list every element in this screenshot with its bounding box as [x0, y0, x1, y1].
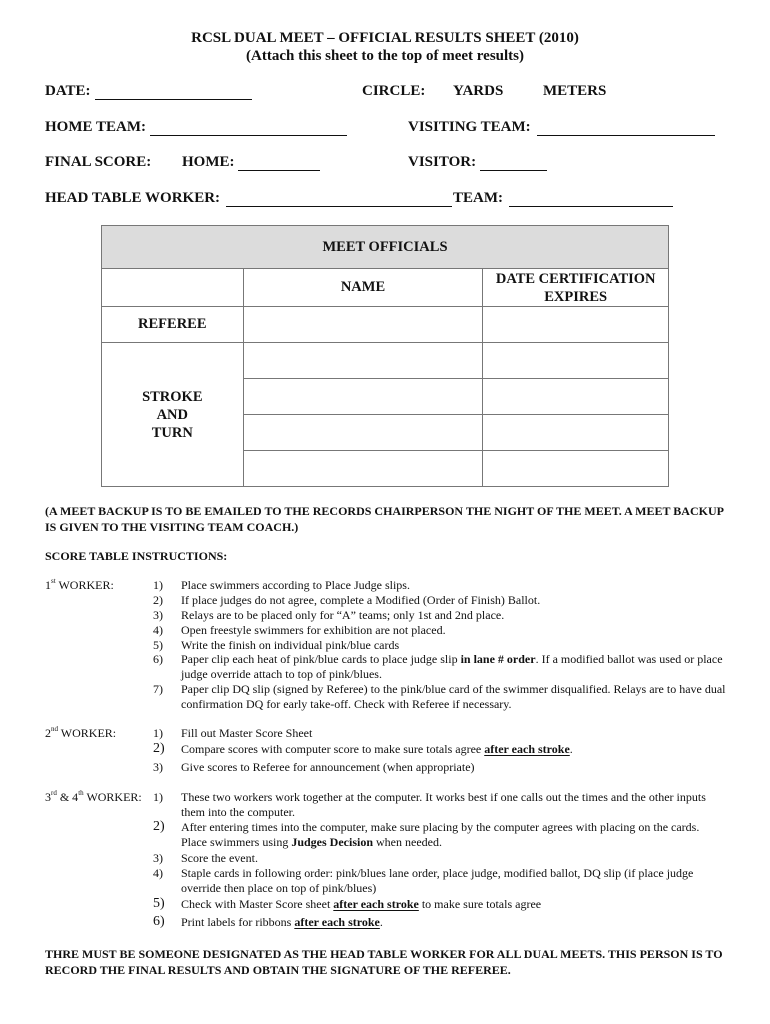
stroke-and-turn-label — [102, 343, 244, 487]
yards-option[interactable]: YARDS — [453, 83, 504, 99]
expires-column-header: DATE CERTIFICATION EXPIRES — [483, 269, 669, 307]
circle-label: CIRCLE: — [362, 83, 426, 99]
turn-word: TURN — [151, 424, 193, 441]
name-column-header: NAME — [243, 269, 483, 307]
empty-corner — [102, 269, 244, 307]
stroke-word: STROKE — [142, 388, 203, 405]
home-score-label: HOME: — [182, 154, 235, 170]
referee-label: REFEREE — [102, 307, 244, 343]
stroke-turn-name-4[interactable] — [243, 451, 483, 487]
team-label: TEAM: — [453, 190, 503, 206]
meters-option[interactable]: METERS — [543, 83, 607, 99]
team-field[interactable] — [509, 206, 673, 207]
referee-expires-cell[interactable] — [483, 307, 669, 343]
stroke-turn-expires-3[interactable] — [483, 415, 669, 451]
worker-1-label: 1st WORKER: — [45, 577, 114, 592]
meet-officials-table — [101, 225, 669, 487]
stroke-turn-expires-4[interactable] — [483, 451, 669, 487]
home-score-field[interactable] — [238, 170, 320, 171]
home-team-label: HOME TEAM: — [45, 119, 146, 135]
head-table-worker-field[interactable] — [226, 206, 452, 207]
stroke-turn-name-2[interactable] — [243, 379, 483, 415]
visitor-score-label: VISITOR: — [408, 154, 477, 170]
stroke-turn-name-1[interactable] — [243, 343, 483, 379]
head-table-worker-label: HEAD TABLE WORKER: — [45, 190, 221, 206]
and-word: AND — [156, 406, 188, 423]
page-title: RCSL DUAL MEET – OFFICIAL RESULTS SHEET (2010) — [191, 30, 579, 46]
stroke-turn-name-3[interactable] — [243, 415, 483, 451]
footer-note: THRE MUST BE SOMEONE DESIGNATED AS THE HEAD TABLE WORKER FOR ALL DUAL MEETS. THIS PERSON IS TO RECORD THE FINAL RESULTS AND OBTAIN THE SIGNATURE OF THE REFEREE. — [45, 947, 723, 977]
backup-note: (A MEET BACKUP IS TO BE EMAILED TO THE RECORDS CHAIRPERSON THE NIGHT OF THE MEET. A MEET BACKUP IS GIVEN TO THE VISITING TEAM COACH.) — [45, 504, 724, 534]
worker-2-label: 2nd WORKER: — [45, 725, 117, 740]
visitor-score-field[interactable] — [480, 170, 547, 171]
stroke-turn-expires-2[interactable] — [483, 379, 669, 415]
visiting-team-label: VISITING TEAM: — [408, 119, 531, 135]
home-team-field[interactable] — [150, 135, 347, 136]
worker-3-4-label: 3rd & 4th WORKER: — [45, 789, 142, 804]
instructions-heading: SCORE TABLE INSTRUCTIONS: — [45, 549, 228, 563]
date-field[interactable] — [95, 99, 252, 100]
visiting-team-field[interactable] — [537, 135, 715, 136]
meet-officials-heading: MEET OFFICIALS — [102, 226, 669, 269]
page-subtitle: (Attach this sheet to the top of meet results) — [246, 48, 524, 64]
date-label: DATE: — [45, 83, 91, 99]
referee-name-cell[interactable] — [243, 307, 483, 343]
final-score-label: FINAL SCORE: — [45, 154, 152, 170]
stroke-turn-expires-1[interactable] — [483, 343, 669, 379]
